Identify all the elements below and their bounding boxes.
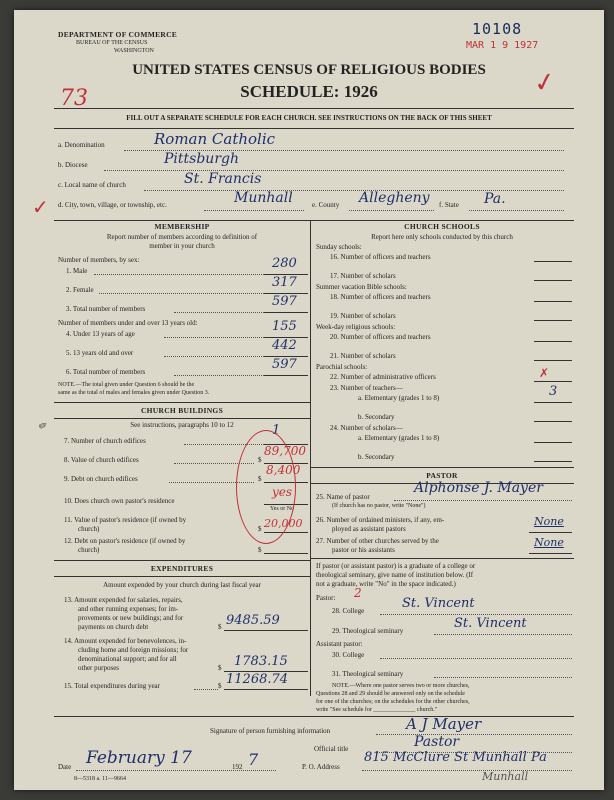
membership-by-sex: Number of members, by sex: <box>58 256 140 264</box>
q2-value: 317 <box>272 275 297 290</box>
q26-value: None <box>534 515 564 528</box>
pastor-note: write "See schedule for ______________ church." <box>316 707 438 713</box>
q3-label: 3. Total number of members <box>66 305 146 313</box>
q24a-label: a. Elementary (grades 1 to 8) <box>358 434 440 442</box>
q3-value: 597 <box>272 294 297 309</box>
x-mark-icon: ✗ <box>539 366 550 380</box>
form-code: 8—5318 a. 11—9664 <box>74 776 126 782</box>
q13-value: 9485.59 <box>226 613 280 628</box>
q5-label: 5. 13 years old and over <box>66 349 134 357</box>
q6-value: 597 <box>272 357 297 372</box>
q17-label: 17. Number of scholars <box>330 272 396 280</box>
state-value: Pa. <box>484 191 506 207</box>
instruction-line: FILL OUT A SEPARATE SCHEDULE FOR EACH CHURCH. SEE INSTRUCTIONS ON THE BACK OF THIS SHEET <box>126 114 492 122</box>
margin-note: ✎ <box>36 420 51 433</box>
pastor-sub-label: Pastor: <box>316 594 336 602</box>
q30-label: 30. College <box>332 651 365 659</box>
year-value: 7 <box>248 750 259 769</box>
q1-label: 1. Male <box>66 267 88 275</box>
q31-label: 31. Theological seminary <box>332 670 404 678</box>
county-label: e. County <box>312 201 340 209</box>
q28-label: 28. College <box>332 607 365 615</box>
q13-label: 13. Amount expended for salaries, repairs, <box>64 596 183 604</box>
q8-value: 89,700 <box>264 444 306 458</box>
q10-value: yes <box>272 485 293 499</box>
q21-label: 21. Number of scholars <box>330 352 396 360</box>
q9-label: 9. Debt on church edifices <box>64 475 138 483</box>
schools-parochial: Parochial schools: <box>316 363 368 371</box>
q11-value: 20,000 <box>264 517 303 530</box>
q5-value: 442 <box>272 338 297 353</box>
q11-label: 11. Value of pastor's residence (if owned by <box>64 516 187 524</box>
diocese-label: b. Diocese <box>58 161 88 169</box>
stamp-date: MAR 1 9 1927 <box>466 40 539 51</box>
membership-intro: member in your church <box>149 242 215 250</box>
q14-label: cluding home and foreign missions; for <box>78 646 189 654</box>
signature-label: Signature of person furnishing information <box>210 727 331 735</box>
schools-heading: CHURCH SCHOOLS <box>404 222 480 231</box>
bureau-name: BUREAU OF THE CENSUS <box>76 40 148 46</box>
q28-value: St. Vincent <box>402 596 475 611</box>
q12-label: 12. Debt on pastor's residence (if owned by <box>64 537 186 545</box>
expenditures-heading: EXPENDITURES <box>150 564 214 573</box>
q27-label: 27. Number of other churches served by the <box>316 537 439 545</box>
q11-label: church) <box>78 525 100 533</box>
department-name: DEPARTMENT OF COMMERCE <box>58 30 178 39</box>
assistant-pastor-label: Assistant pastor: <box>316 640 363 648</box>
membership-age-intro: Number of members under and over 13 years old: <box>58 319 198 327</box>
red-circle-mark <box>236 430 296 544</box>
city-label: d. City, town, village, or township, etc. <box>58 201 167 209</box>
q24b-label: b. Secondary <box>358 453 395 461</box>
q16-label: 16. Number of officers and teachers <box>330 253 431 261</box>
q23-label: 23. Number of teachers— <box>330 384 403 392</box>
schools-weekday: Week-day religious schools: <box>316 323 396 331</box>
po-address-value: 815 McClure St Munhall Pa <box>364 750 547 765</box>
q14-label: 14. Amount expended for benevolences, in- <box>64 637 187 645</box>
membership-intro: Report number of members according to definition of <box>106 233 258 241</box>
q9-value: 8,400 <box>266 463 301 477</box>
county-value: Allegheny <box>359 190 430 206</box>
q13-label: and other running expenses; for im- <box>78 605 179 613</box>
q26-label: 26. Number of ordained ministers, if any, em- <box>316 516 445 524</box>
q4-value: 155 <box>272 319 297 334</box>
extra-handwriting: Munhall <box>482 770 529 783</box>
expenditures-intro: Amount expended by your church during last fiscal year <box>103 581 261 589</box>
q14-label: denominational support; and for all <box>78 655 177 663</box>
form-title: UNITED STATES CENSUS OF RELIGIOUS BODIES <box>132 62 486 78</box>
denomination-label: a. Denomination <box>58 141 105 149</box>
membership-note: same as the total of males and females given under Question 3. <box>58 390 210 396</box>
q22-label: 22. Number of administrative officers <box>330 373 436 381</box>
census-schedule-sheet: 73 ✓ ✓ DEPARTMENT OF COMMERCE BUREAU OF THE CENSUS WASHINGTON 10108 MAR 1 9 1927 UNITED STATES CENSUS OF RELIGIOUS BODIES SCHEDULE: 1926 FILL OUT A SEPARATE SCHEDULE FOR EACH CHURCH. SEE INSTRUCTIONS ON THE BACK OF THIS SHEET a. Denomination Roman Catholic b. Diocese Pittsburgh c. Local name of church St. Francis d. City, town, village, or township, etc. Munhall e. County Allegheny f. State Pa. MEMBERSHIP Report number of members according to definition of member in your church Number of members, by sex: 1. Male 280 2. Female 317 3. Total number of members 597 Number of members under and over 13 years old: 4. Under 13 years of age 155 5. 13 years old and over 442 6. Total number of members 597 NOTE.—The total given under Question 6 should be the same as the total of males and females given under Question 3. CHURCH BUILDINGS See instructions, paragraphs 10 to 12 7. Number of church edifices 1 8. Value of church edifices $ 89,700 9. Debt on church edifices $ 8,400 10. Does church own pastor's residence yes Yes or No 11. Value of pastor's residence (if owned by church) $ 20,000 12. Debt on pastor's residence (if owned by church) $ EXPENDITURES Amount expended by your church during last fiscal year 13. Amount expended for salaries, repairs, and other running expenses; for im- provements or new buildings; and for payments on church debt $ 9485.59 14. Amount expended for benevolences, in- cluding home and foreign missions; for denominational support; and for all other purposes $ 1783.15 15. Total expenditures during year $ 11268.74 CHURCH SCHOOLS Report here only schools conducted by this church Sunday schools: 16. Number of officers and teachers 17. Number of scholars Summer vacation Bible schools: 18. Number of officers and teachers 19. Number of scholars Week-day religious schools: 20. Number of officers and teachers 21. Number of scholars Parochial schools: 22. Number of administrative officers ✗ 23. Number of teachers— a. Elementary (grades 1 to 8) 3 b. Secondary 24. Number of scholars— a. Elementary (grades 1 to 8) b. Secondary PASTOR 25. Name of pastor Alphonse J. Mayer (If church has no pastor, write "None") 26. Number of ordained ministers, if any, em- ployed as assistant pastors None 27. Number of other churches served by the pastor or his assistants None If pastor (or assistant pastor) is a graduate of a college or theological seminary, give name of institution below. (If not a graduate, write "No" in the space indicated.) Pastor: 2 28. College St. Vincent 29. Theological seminary St. Vincent Assistant pastor: 30. College 31. Theological seminary NOTE.—Where one pastor serves two or more churches, Questions 28 and 29 should be answered only on the schedule for one of the churches; on the schedules for the other churches, write "See schedule for ______________ church." Signature of person furnishing information A J Mayer Official title Pastor Date February 17 192 7 P. O. Address 815 McClure St Munhall Pa Munhall 8—5318 a. 11—9664 ✎ <box>14 10 604 790</box>
q25-hint: (If church has no pastor, write "None") <box>332 503 426 509</box>
buildings-sub: See instructions, paragraphs 10 to 12 <box>130 421 234 429</box>
check-mark-icon: ✓ <box>32 195 49 219</box>
pastor-heading: PASTOR <box>426 471 458 480</box>
q4-label: 4. Under 13 years of age <box>66 330 135 338</box>
q15-label: 15. Total expenditures during year <box>64 682 160 690</box>
signature-value: A J Mayer <box>406 715 482 733</box>
denomination-value: Roman Catholic <box>154 130 276 148</box>
q8-label: 8. Value of church edifices <box>64 456 139 464</box>
q15-value: 11268.74 <box>226 672 289 687</box>
q12-label: church) <box>78 546 100 554</box>
pastor-note: for one of the churches; on the schedules for the other churches, <box>316 699 470 705</box>
q26-label: ployed as assistant pastors <box>332 525 406 533</box>
title-value: Pastor <box>414 734 460 750</box>
q14-value: 1783.15 <box>234 654 288 669</box>
q27-value: None <box>534 536 564 549</box>
buildings-heading: CHURCH BUILDINGS <box>140 406 224 415</box>
date-label: Date <box>58 763 72 771</box>
q2-label: 2. Female <box>66 286 94 294</box>
po-address-label: P. O. Address <box>302 763 340 771</box>
q27-label: pastor or his assistants <box>332 546 395 554</box>
membership-heading: MEMBERSHIP <box>154 222 210 231</box>
q10-hint: Yes or No <box>270 506 295 512</box>
pastor-note: Questions 28 and 29 should be answered only on the schedule <box>316 691 465 697</box>
q14-label: other purposes <box>78 664 120 672</box>
pastor-note: NOTE.—Where one pastor serves two or more churches, <box>332 683 470 689</box>
q25-value: Alphonse J. Mayer <box>414 480 543 496</box>
q23a-value: 3 <box>549 384 558 399</box>
q23b-label: b. Secondary <box>358 413 395 421</box>
state-label: f. State <box>439 201 459 209</box>
q29-label: 29. Theological seminary <box>332 627 404 635</box>
margin-number: 73 <box>60 86 88 111</box>
q20-label: 20. Number of officers and teachers <box>330 333 431 341</box>
q25-label: 25. Name of pastor <box>316 493 370 501</box>
schools-sunday: Sunday schools: <box>316 243 362 251</box>
q18-label: 18. Number of officers and teachers <box>330 293 431 301</box>
q7-value: 1 <box>272 423 281 438</box>
q1-value: 280 <box>272 256 297 271</box>
q29-value: St. Vincent <box>454 616 527 631</box>
red-mark: 2 <box>354 586 362 600</box>
church-name-value: St. Francis <box>184 171 262 187</box>
church-name-label: c. Local name of church <box>58 181 126 189</box>
q23a-label: a. Elementary (grades 1 to 8) <box>358 394 440 402</box>
q19-label: 19. Number of scholars <box>330 312 396 320</box>
stamp-number: 10108 <box>472 20 523 38</box>
check-mark-icon: ✓ <box>531 66 559 100</box>
q6-label: 6. Total number of members <box>66 368 146 376</box>
graduate-note: If pastor (or assistant pastor) is a graduate of a college or <box>316 562 476 570</box>
q24-label: 24. Number of scholars— <box>330 424 403 432</box>
q13-label: provements or new buildings; and for <box>78 614 184 622</box>
membership-note: NOTE.—The total given under Question 6 should be the <box>58 382 195 388</box>
form-schedule: SCHEDULE: 1926 <box>240 82 378 101</box>
graduate-note: not a graduate, write "No" in the space indicated.) <box>316 580 456 588</box>
q13-label: payments on church debt <box>78 623 149 631</box>
diocese-value: Pittsburgh <box>164 151 239 167</box>
schools-summer: Summer vacation Bible schools: <box>316 283 407 291</box>
q10-label: 10. Does church own pastor's residence <box>64 497 175 505</box>
graduate-note: theological seminary, give name of institution below. (If <box>316 571 474 579</box>
q7-label: 7. Number of church edifices <box>64 437 146 445</box>
title-label: Official title <box>314 745 349 753</box>
city-name: WASHINGTON <box>114 48 154 54</box>
date-value: February 17 <box>86 748 192 768</box>
city-value: Munhall <box>234 190 293 206</box>
year-prefix: 192 <box>232 763 243 771</box>
schools-intro: Report here only schools conducted by this church <box>371 233 513 241</box>
